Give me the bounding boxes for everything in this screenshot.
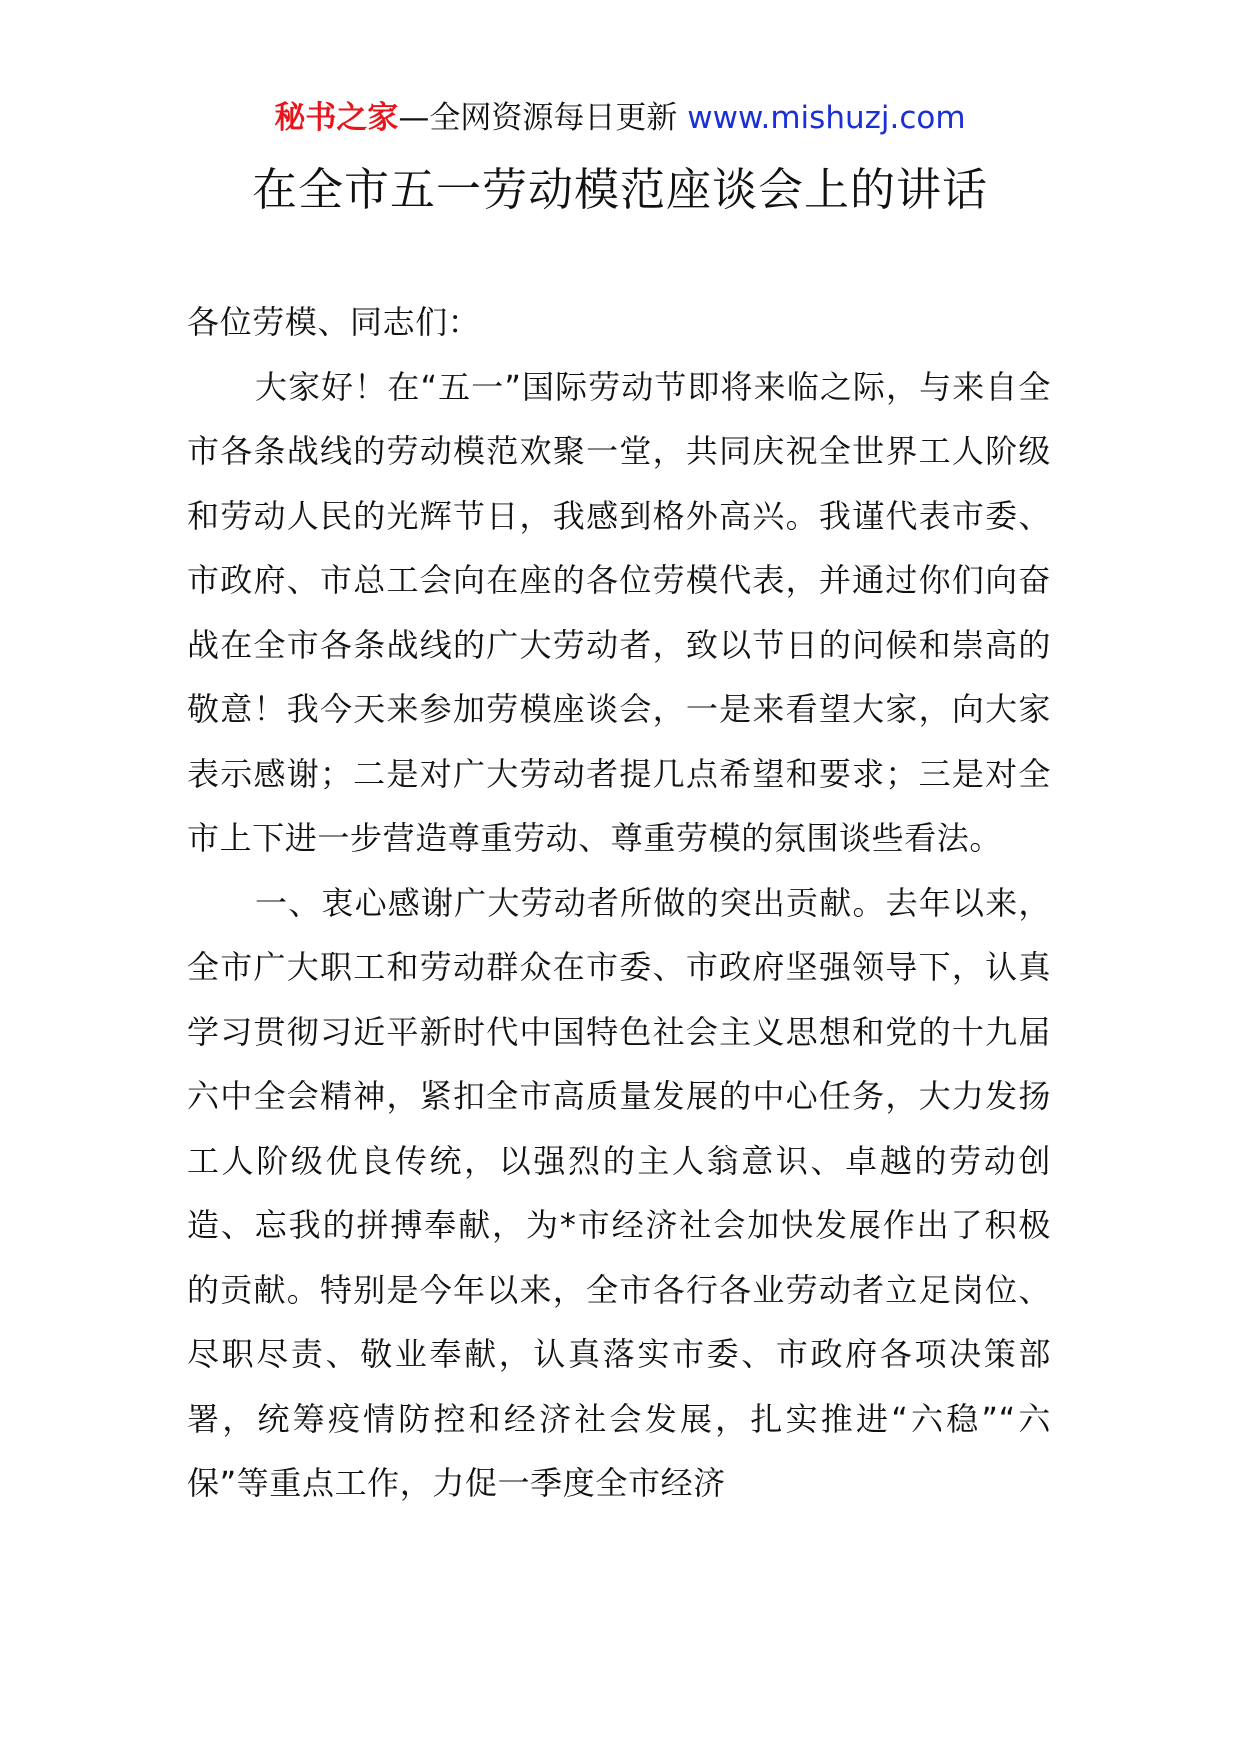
site-url: www.mishuzj.com — [687, 100, 966, 136]
document-title: 在全市五一劳动模范座谈会上的讲话 — [251, 163, 988, 216]
document-body — [187, 290, 1051, 1516]
paragraph-intro: 大家好！在“五一”国际劳动节即将来临之际，与来自全市各条战线的劳动模范欢聚一堂，共同庆祝全世界工人阶级和劳动人民的光辉节日，我感到格外高兴。我谨代表市委、市政府、市总工会向在座的各位劳模代表，并通过你们向奋战在全市各条战线的广大劳动者，致以节日的问候和崇高的敬意！我今天来参加劳模座谈会，一是来看望大家，向大家表示感谢；二是对广大劳动者提几点希望和要求；三是对全市上下进一步营造尊重劳动、尊重劳模的氛围谈些看法。 — [187, 367, 1051, 857]
header-tagline: —全网资源每日更新 — [398, 100, 688, 136]
site-header — [0, 98, 1240, 138]
salutation: 各位劳模、同志们： — [187, 303, 481, 341]
paragraph-section-one: 一、衷心感谢广大劳动者所做的突出贡献。去年以来，全市广大职工和劳动群众在市委、市政府坚强领导下，认真学习贯彻习近平新时代中国特色社会主义思想和党的十九届六中全会精神，紧扣全市高质量发展的中心任务，大力发扬工人阶级优良传统，以强烈的主人翁意识、卓越的劳动创造、忘我的拼搏奉献，为*市经济社会加快发展作出了积极的贡献。特别是今年以来，全市各行各业劳动者立足岗位、尽职尽责、敬业奉献，认真落实市委、市政府各项决策部署，统筹疫情防控和经济社会发展，扎实推进“六稳”“六保”等重点工作，力促一季度全市经济 — [187, 883, 1051, 1502]
brand-name: 秘书之家 — [274, 100, 399, 136]
